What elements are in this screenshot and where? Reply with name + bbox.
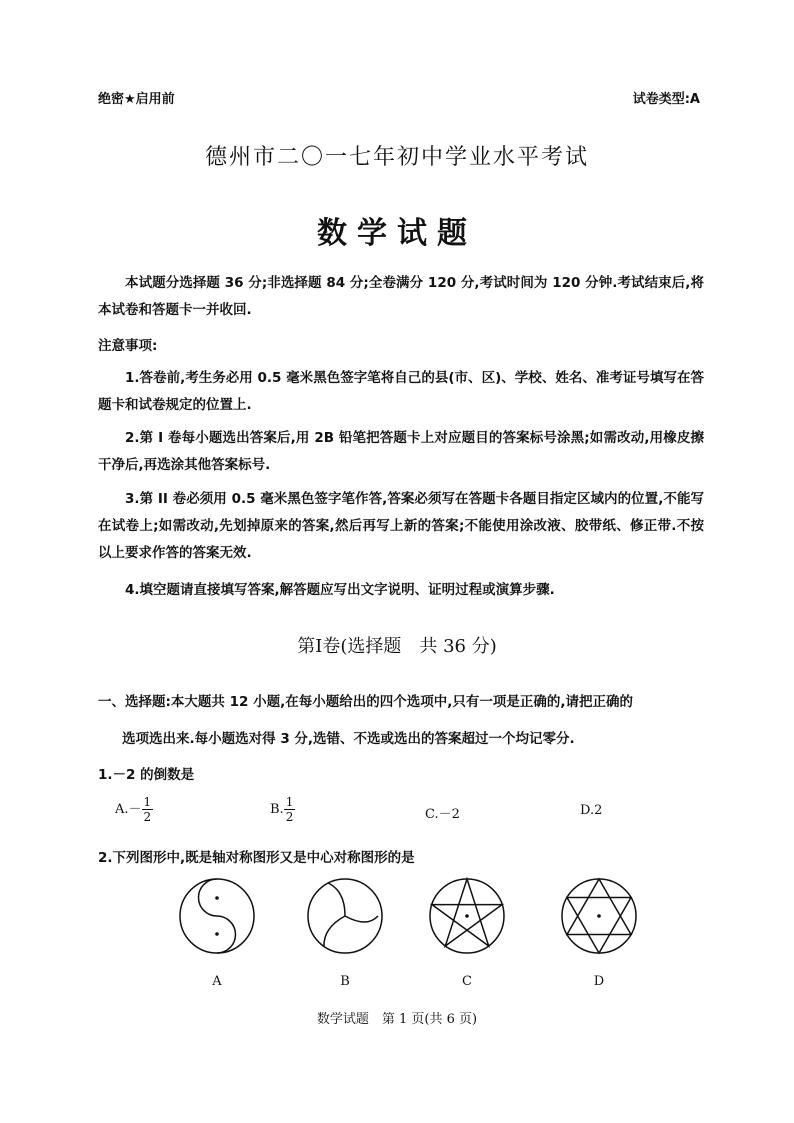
exam-title: 德州市二〇一七年初中学业水平考试 (204, 145, 589, 170)
notice-item-1: 1.答卷前,考生务必用 0.5 毫米黑色签字笔将自己的县(市、区)、学校、姓名、准考证号填写在答题卡和试卷规定的位置上. (98, 370, 704, 413)
question-2-stem: 2.下列图形中,既是轴对称图形又是中心对称图形的是 (98, 850, 415, 866)
notice-title: 注意事项: (98, 338, 158, 354)
notice-item-4: 4.填空题请直接填写答案,解答题应写出文字说明、证明过程或演算步骤. (125, 582, 555, 598)
figure-d-label: D (593, 974, 605, 989)
notice-item-3: 3.第 II 卷必须用 0.5 毫米黑色签字笔作答,答案必须写在答题卡各题目指定区域内的位置,不能写在试卷上;如需改动,先划掉原来的答案,然后再写上新的答案;不能使用涂改液、胶带纸、修正带.不按以上要求作答的答案无效. (98, 491, 704, 561)
figure-b-swirl-icon (306, 877, 384, 955)
page-footer: 数学试题 第 1 页(共 6 页) (316, 1012, 478, 1027)
figure-c-label: C (462, 974, 472, 989)
q1-option-d: D.2 (580, 803, 603, 818)
notice-item-2: 2.第 I 卷每小题选出答案后,用 2B 铅笔把答题卡上对应题目的答案标号涂黑;如需改动,用橡皮擦干净后,再选涂其他答案标号. (98, 430, 704, 473)
part-one-instructions-line2: 选项选出来.每小题选对得 3 分,选错、不选或选出的答案超过一个均记零分. (122, 731, 575, 747)
paper-type: 试卷类型:A (632, 92, 700, 107)
question-1-stem: 1.－2 的倒数是 (98, 767, 195, 783)
figure-a-label: A (212, 974, 222, 989)
confidential-mark: 绝密★启用前 (98, 92, 175, 107)
figure-b-label: B (340, 974, 350, 989)
q1-option-c: C.－2 (425, 807, 460, 822)
figure-d-hexagram-icon (560, 877, 638, 955)
figure-c-pentagram-icon (428, 877, 506, 955)
q1-option-a: A.－ $\frac{1}{2}$ (115, 795, 152, 824)
section-title: 第Ⅰ卷(选择题 共 36 分) (297, 636, 497, 657)
q1-option-b: B. $\frac{1}{2}$ (270, 795, 294, 824)
figure-a-yinyang-icon (178, 877, 256, 955)
subject-title: 数学试题 (317, 216, 477, 251)
part-one-instructions-line1: 一、选择题:本大题共 12 小题,在每小题给出的四个选项中,只有一项是正确的,请把正确的 (98, 694, 633, 710)
intro-paragraph: 本试题分选择题 36 分;非选择题 84 分;全卷满分 120 分,考试时间为 120 分钟.考试结束后,将本试卷和答题卡一并收回. (98, 275, 704, 318)
